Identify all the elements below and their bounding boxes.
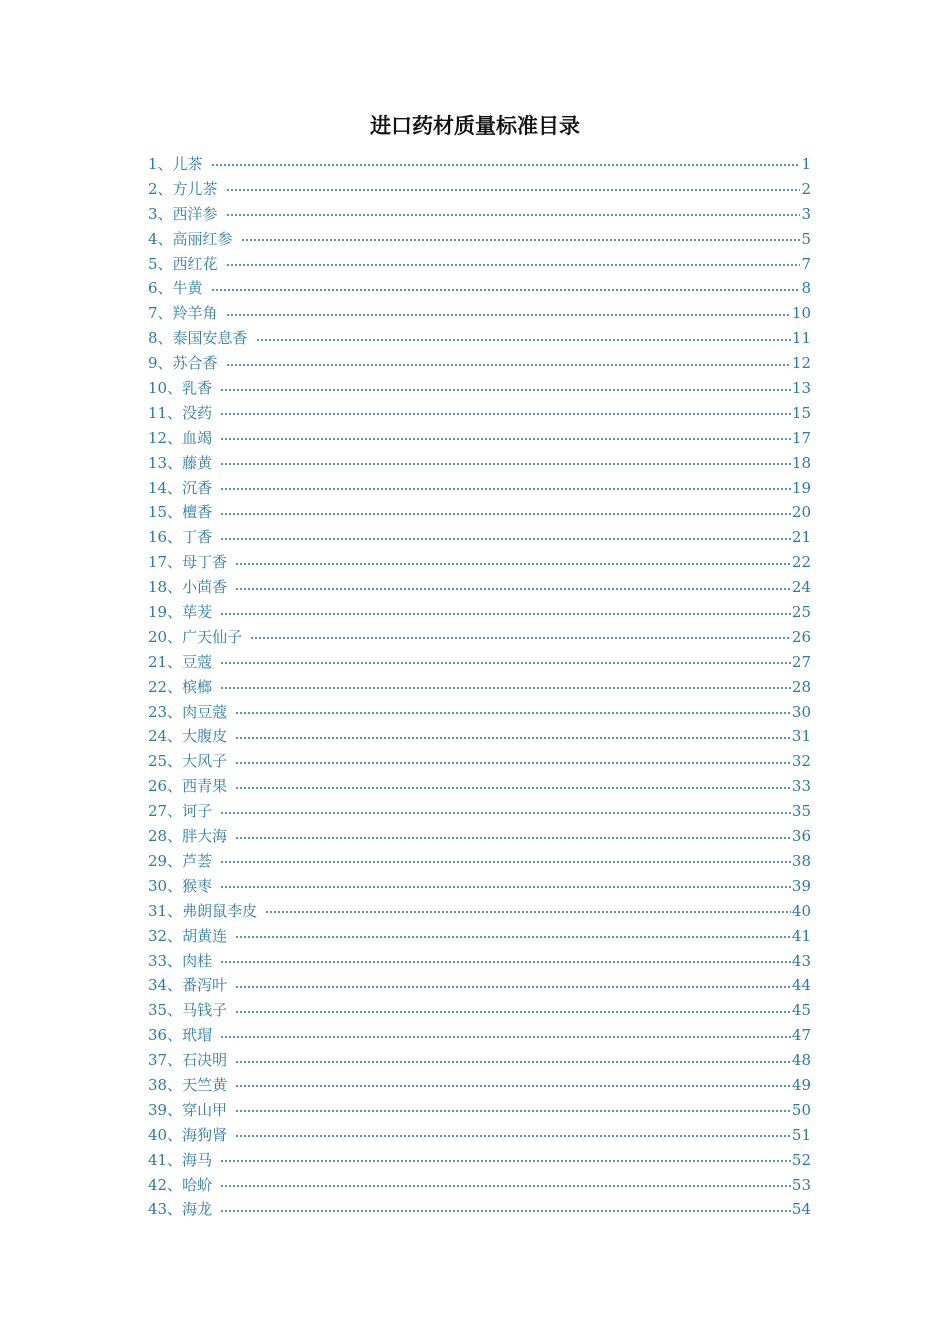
toc-entry[interactable] <box>148 351 811 376</box>
toc-entry-title: 穿山甲 <box>182 1100 228 1119</box>
toc-dot-leader <box>235 1098 791 1123</box>
toc-entry[interactable] <box>148 202 811 227</box>
toc-entry[interactable] <box>148 252 811 277</box>
toc-entry-number: 14、 <box>148 478 183 497</box>
toc-entry-title: 羚羊角 <box>172 304 218 323</box>
toc-entry-page-number: 47 <box>791 1026 811 1045</box>
toc-entry[interactable] <box>148 998 811 1023</box>
toc-dot-leader <box>235 774 791 799</box>
toc-entry[interactable] <box>148 301 811 326</box>
toc-entry[interactable] <box>148 824 811 849</box>
toc-entry-page-number: 31 <box>791 727 811 746</box>
toc-entry-title: 芦荟 <box>182 851 213 870</box>
toc-entry-number: 2、 <box>148 179 173 198</box>
toc-entry-title: 西红花 <box>172 254 218 273</box>
toc-entry-title: 大风子 <box>182 752 228 771</box>
toc-dot-leader <box>235 924 791 949</box>
toc-entry-number: 34、 <box>148 976 183 995</box>
toc-entry-title: 肉桂 <box>182 951 213 970</box>
toc-entry-number: 40、 <box>148 1125 183 1144</box>
toc-entry-title: 胖大海 <box>182 827 228 846</box>
toc-entry-page-number: 54 <box>791 1200 811 1219</box>
toc-entry-page-number: 10 <box>791 304 811 323</box>
toc-entry[interactable] <box>148 575 811 600</box>
toc-entry[interactable] <box>148 874 811 899</box>
toc-entry-number: 16、 <box>148 528 183 547</box>
toc-entry-page-number: 44 <box>791 976 811 995</box>
toc-entry-page-number: 18 <box>791 453 811 472</box>
toc-entry-number: 19、 <box>148 603 183 622</box>
toc-entry-title: 藤黄 <box>182 453 213 472</box>
toc-dot-leader <box>235 700 791 725</box>
toc-entry[interactable] <box>148 600 811 625</box>
toc-entry-page-number: 25 <box>791 603 811 622</box>
toc-dot-leader <box>220 376 791 401</box>
toc-entry-number: 10、 <box>148 379 183 398</box>
toc-entry-page-number: 36 <box>791 827 811 846</box>
toc-dot-leader <box>211 152 801 177</box>
toc-entry-title: 肉豆蔻 <box>182 702 228 721</box>
toc-dot-leader <box>235 724 791 749</box>
toc-entry-title: 胡黄连 <box>182 926 228 945</box>
toc-entry-page-number: 11 <box>791 329 811 348</box>
toc-entry-page-number: 8 <box>801 279 811 298</box>
toc-entry-title: 西洋参 <box>172 204 218 223</box>
toc-entry-title: 荜茇 <box>182 603 213 622</box>
toc-entry-number: 31、 <box>148 901 183 920</box>
toc-entry-number: 23、 <box>148 702 183 721</box>
toc-entry[interactable] <box>148 276 811 301</box>
toc-entry[interactable] <box>148 973 811 998</box>
toc-entry[interactable] <box>148 451 811 476</box>
toc-dot-leader <box>235 998 791 1023</box>
toc-dot-leader <box>241 227 801 252</box>
toc-entry-number: 12、 <box>148 428 183 447</box>
toc-dot-leader <box>220 799 791 824</box>
toc-entry-page-number: 5 <box>801 229 811 248</box>
toc-entry-number: 17、 <box>148 553 183 572</box>
toc-entry-page-number: 21 <box>791 528 811 547</box>
toc-entry-number: 27、 <box>148 802 183 821</box>
toc-dot-leader <box>220 874 791 899</box>
toc-entry[interactable] <box>148 949 811 974</box>
toc-dot-leader <box>220 451 791 476</box>
toc-entry[interactable] <box>148 1123 811 1148</box>
toc-entry-page-number: 20 <box>791 503 811 522</box>
toc-entry-title: 番泻叶 <box>182 976 228 995</box>
toc-entry[interactable] <box>148 1173 811 1198</box>
toc-entry-page-number: 30 <box>791 702 811 721</box>
toc-entry-title: 玳瑁 <box>182 1026 213 1045</box>
toc-entry[interactable] <box>148 1148 811 1173</box>
toc-dot-leader <box>220 426 791 451</box>
toc-entry[interactable] <box>148 799 811 824</box>
toc-entry-title: 石决明 <box>182 1051 228 1070</box>
toc-dot-leader <box>235 1073 791 1098</box>
toc-entry-number: 13、 <box>148 453 183 472</box>
toc-dot-leader <box>235 575 791 600</box>
toc-dot-leader <box>226 177 801 202</box>
toc-entry-page-number: 12 <box>791 354 811 373</box>
toc-entry-title: 没药 <box>182 403 213 422</box>
toc-dot-leader <box>235 1048 791 1073</box>
toc-entry-title: 诃子 <box>182 802 213 821</box>
toc-dot-leader <box>220 525 791 550</box>
toc-entry-number: 24、 <box>148 727 183 746</box>
toc-dot-leader <box>220 949 791 974</box>
toc-entry-title: 大腹皮 <box>182 727 228 746</box>
toc-entry-number: 11、 <box>148 403 183 422</box>
toc-entry-page-number: 28 <box>791 677 811 696</box>
toc-entry-title: 儿茶 <box>172 155 203 173</box>
toc-entry-number: 6、 <box>148 279 173 298</box>
toc-dot-leader <box>220 1173 791 1198</box>
toc-entry[interactable] <box>148 152 811 177</box>
toc-entry-number: 29、 <box>148 851 183 870</box>
toc-dot-leader <box>250 625 791 650</box>
toc-entry-title: 牛黄 <box>172 279 203 298</box>
toc-dot-leader <box>220 1023 791 1048</box>
toc-entry[interactable] <box>148 500 811 525</box>
toc-entry[interactable] <box>148 1023 811 1048</box>
toc-entry-page-number: 53 <box>791 1175 811 1194</box>
toc-entry[interactable] <box>148 924 811 949</box>
toc-entry-number: 8、 <box>148 329 173 348</box>
toc-entry-title: 方儿茶 <box>172 179 218 198</box>
toc-entry-number: 20、 <box>148 627 183 646</box>
toc-entry[interactable] <box>148 899 811 924</box>
toc-dot-leader <box>220 1148 791 1173</box>
toc-dot-leader <box>220 1197 791 1222</box>
toc-entry-number: 37、 <box>148 1051 183 1070</box>
toc-dot-leader <box>220 675 791 700</box>
toc-dot-leader <box>235 973 791 998</box>
toc-entry[interactable] <box>148 1197 811 1222</box>
toc-entry-number: 25、 <box>148 752 183 771</box>
toc-entry-page-number: 26 <box>791 627 811 646</box>
toc-entry-number: 30、 <box>148 876 183 895</box>
toc-entry-page-number: 24 <box>791 578 811 597</box>
toc-entry-page-number: 48 <box>791 1051 811 1070</box>
toc-entry-page-number: 50 <box>791 1100 811 1119</box>
toc-entry-title: 海狗肾 <box>182 1125 228 1144</box>
toc-entry[interactable] <box>148 227 811 252</box>
toc-entry-title: 广天仙子 <box>182 627 243 646</box>
toc-dot-leader <box>235 749 791 774</box>
toc-entry-number: 41、 <box>148 1150 183 1169</box>
toc-dot-leader <box>226 351 791 376</box>
toc-entry-title: 高丽红参 <box>172 229 233 248</box>
page-title: 进口药材质量标准目录 <box>370 114 580 138</box>
toc-entry-title: 马钱子 <box>182 1001 228 1020</box>
toc-entry[interactable] <box>148 550 811 575</box>
toc-entry-number: 21、 <box>148 652 183 671</box>
toc-dot-leader <box>220 476 791 501</box>
toc-dot-leader <box>235 1123 791 1148</box>
toc-entry-page-number: 3 <box>801 204 811 223</box>
toc-entry-title: 苏合香 <box>172 354 218 373</box>
toc-dot-leader <box>220 849 791 874</box>
toc-entry-page-number: 19 <box>791 478 811 497</box>
toc-entry-title: 乳香 <box>182 379 213 398</box>
toc-entry-number: 9、 <box>148 354 173 373</box>
toc-entry-title: 檀香 <box>182 503 213 522</box>
toc-entry[interactable] <box>148 376 811 401</box>
toc-entry[interactable] <box>148 326 811 351</box>
toc-entry-page-number: 49 <box>791 1075 811 1094</box>
toc-entry-title: 丁香 <box>182 528 213 547</box>
toc-dot-leader <box>220 650 791 675</box>
toc-entry[interactable] <box>148 177 811 202</box>
toc-entry-title: 泰国安息香 <box>172 329 248 348</box>
toc-entry-page-number: 45 <box>791 1001 811 1020</box>
toc-entry-title: 母丁香 <box>182 553 228 572</box>
toc-entry-title: 海马 <box>182 1150 213 1169</box>
toc-entry-page-number: 27 <box>791 652 811 671</box>
toc-entry-number: 43、 <box>148 1200 183 1219</box>
toc-entry-page-number: 33 <box>791 777 811 796</box>
toc-entry-title: 海龙 <box>182 1200 213 1219</box>
toc-entry-page-number: 43 <box>791 951 811 970</box>
toc-entry-number: 26、 <box>148 777 183 796</box>
toc-entry-number: 42、 <box>148 1175 183 1194</box>
toc-entry-number: 4、 <box>148 229 173 248</box>
toc-dot-leader <box>226 202 801 227</box>
toc-entry-number: 3、 <box>148 204 173 223</box>
toc-entry-page-number: 41 <box>791 926 811 945</box>
toc-entry[interactable] <box>148 774 811 799</box>
toc-entry-title: 小茴香 <box>182 578 228 597</box>
toc-entry-number: 1、 <box>148 155 173 173</box>
toc-entry-title: 豆蔻 <box>182 652 213 671</box>
toc-dot-leader <box>220 401 791 426</box>
toc-entry-number: 7、 <box>148 304 173 323</box>
toc-entry-number: 36、 <box>148 1026 183 1045</box>
toc-entry[interactable] <box>148 525 811 550</box>
toc-entry-title: 哈蚧 <box>182 1175 213 1194</box>
toc-entry-page-number: 52 <box>791 1150 811 1169</box>
toc-entry-number: 35、 <box>148 1001 183 1020</box>
toc-entry-page-number: 7 <box>801 254 811 273</box>
toc-entry-title: 猴枣 <box>182 876 213 895</box>
toc-entry-number: 33、 <box>148 951 183 970</box>
toc-dot-leader <box>226 301 791 326</box>
toc-entry-number: 5、 <box>148 254 173 273</box>
toc-dot-leader <box>220 600 791 625</box>
toc-entry-title: 沉香 <box>182 478 213 497</box>
toc-entry-page-number: 32 <box>791 752 811 771</box>
toc-entry-title: 血竭 <box>182 428 213 447</box>
toc-entry[interactable] <box>148 1073 811 1098</box>
toc-dot-leader <box>211 276 801 301</box>
toc-entry-page-number: 22 <box>791 553 811 572</box>
toc-entry-number: 32、 <box>148 926 183 945</box>
toc-entry[interactable] <box>148 675 811 700</box>
toc-entry-page-number: 51 <box>791 1125 811 1144</box>
toc-entry[interactable] <box>148 849 811 874</box>
toc-entry-title: 西青果 <box>182 777 228 796</box>
toc-dot-leader <box>235 824 791 849</box>
toc-dot-leader <box>256 326 791 351</box>
toc-dot-leader <box>220 500 791 525</box>
toc-entry[interactable] <box>148 650 811 675</box>
toc-entry[interactable] <box>148 1098 811 1123</box>
toc-entry-title: 槟榔 <box>182 677 213 696</box>
toc-entry-page-number: 38 <box>791 851 811 870</box>
toc-entry[interactable] <box>148 1048 811 1073</box>
toc-entry-number: 15、 <box>148 503 183 522</box>
toc-entry-page-number: 40 <box>791 901 811 920</box>
toc-dot-leader <box>226 252 801 277</box>
toc-entry-page-number: 2 <box>801 179 811 198</box>
toc-entry-page-number: 1 <box>801 155 811 173</box>
toc-entry[interactable] <box>148 749 811 774</box>
toc-entry-number: 18、 <box>148 578 183 597</box>
toc-entry-page-number: 35 <box>791 802 811 821</box>
toc-entry-number: 28、 <box>148 827 183 846</box>
toc-entry-page-number: 39 <box>791 876 811 895</box>
toc-entry-number: 39、 <box>148 1100 183 1119</box>
toc-entry-page-number: 15 <box>791 403 811 422</box>
toc-dot-leader <box>235 550 791 575</box>
toc-dot-leader <box>265 899 791 924</box>
table-of-contents <box>148 152 811 1222</box>
toc-entry-number: 38、 <box>148 1075 183 1094</box>
toc-entry[interactable] <box>148 426 811 451</box>
toc-entry-title: 天竺黄 <box>182 1075 228 1094</box>
toc-entry[interactable] <box>148 401 811 426</box>
toc-entry[interactable] <box>148 476 811 501</box>
toc-entry-number: 22、 <box>148 677 183 696</box>
toc-entry[interactable] <box>148 700 811 725</box>
toc-entry-page-number: 13 <box>791 379 811 398</box>
toc-entry[interactable] <box>148 625 811 650</box>
toc-entry[interactable] <box>148 724 811 749</box>
toc-entry-page-number: 17 <box>791 428 811 447</box>
toc-entry-title: 弗朗鼠李皮 <box>182 901 258 920</box>
